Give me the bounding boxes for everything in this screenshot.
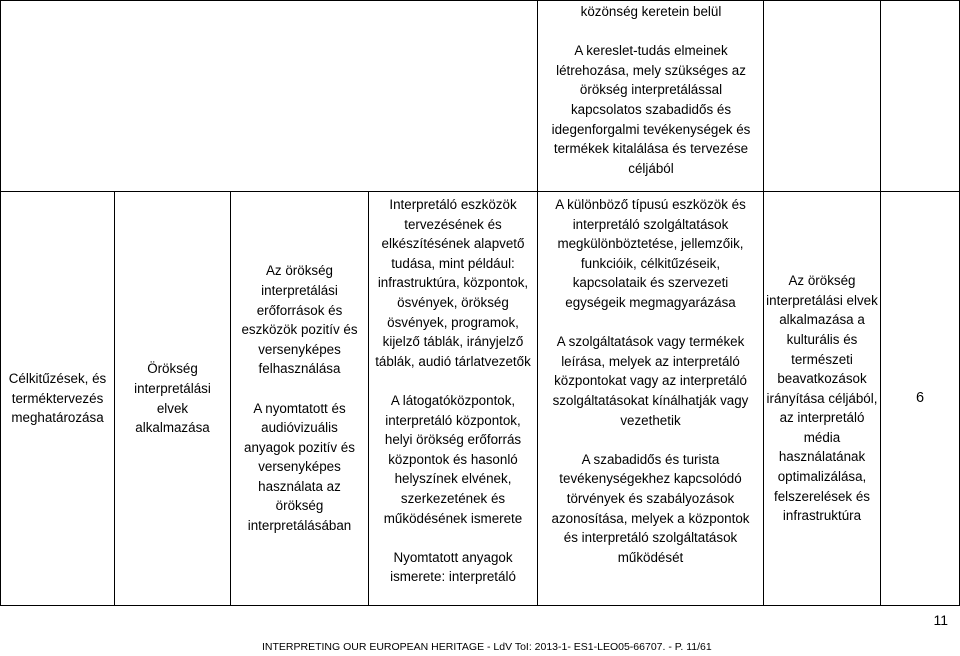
purpose-text: A kereslet-tudás elmeinek létrehozása, mely szükséges az örökség interpretálással kapcsolatos szabadidős és idegenforgalmi tevékenységek és termékek kitalálása és tervezése céljából bbox=[551, 43, 751, 176]
principles-text: Örökség interpretálási elvek alkalmazása bbox=[134, 361, 211, 436]
audience-text: közönség keretein belül bbox=[580, 4, 722, 19]
competence-text: Az örökség interpretálási elvek alkalmazása a kulturális és természeti beavatkozások irányítása céljából, az interpretáló média használatának optimalizálása, felszerelések és infrastruktúra bbox=[766, 273, 878, 524]
resources-text: Az örökség interpretálási erőforrások és eszközök pozitív és versenyképes felhasználása bbox=[241, 263, 358, 377]
printed-materials-text: Nyomtatott anyagok ismerete: interpretáló bbox=[390, 549, 516, 585]
knowledge-cell bbox=[369, 195, 537, 587]
table-bottom-border bbox=[0, 605, 960, 606]
table-top-border bbox=[0, 0, 960, 1]
resources-cell bbox=[231, 192, 368, 605]
level-cell bbox=[881, 192, 959, 605]
objectives-cell bbox=[1, 192, 114, 605]
distinguish-tools-text: A különböző típusú eszközök és interpretáló szolgáltatások megkülönböztetése, jellemzőik, funkcióik, célkitűzéseik, kapcsolataik és szervezeti egységeik megmagyarázása bbox=[555, 197, 746, 310]
audience-cell bbox=[540, 2, 762, 178]
level-value: 6 bbox=[915, 389, 925, 406]
media-usage-text: A nyomtatott és audióvizuális anyagok pozitív és versenyképes használata az örökség interpretálásában bbox=[244, 400, 355, 534]
skills-cell bbox=[538, 195, 763, 567]
regulations-text: A szabadidős és turista tevékenységekhez kapcsolódó törvények és szabályozások azonosítása, melyek a központok és interpretáló szolgáltatások működését bbox=[551, 451, 750, 565]
objectives-text: Célkitűzések, és terméktervezés meghatározása bbox=[8, 371, 107, 426]
centres-knowledge-text: A látogatóközpontok, interpretáló központok, helyi örökség erőforrás központok és hasonló helyszínek elvének, szerkezetének és működésének ismerete bbox=[383, 392, 523, 526]
principles-cell bbox=[115, 192, 230, 605]
footer-text: INTERPRETING OUR EUROPEAN HERITAGE - LdV ToI: 2013-1- ES1-LEO05-66707. - P. 11/61 bbox=[262, 641, 712, 653]
tools-knowledge-text: Interpretáló eszközök tervezésének és elkészítésének alapvető tudása, mint például: infrastruktúra, központok, ösvények, örökség ösvények, programok, kijelző táblák, irányjelző táblák, audió tárlatvezetők bbox=[375, 197, 531, 369]
describe-services-text: A szolgáltatások vagy termékek leírása, melyek az interpretáló központokat vagy az interpretáló szolgáltatásokat kínálhatják vagy vezethetik bbox=[552, 334, 749, 428]
page-number: 11 bbox=[933, 612, 948, 628]
competence-cell bbox=[764, 192, 880, 605]
